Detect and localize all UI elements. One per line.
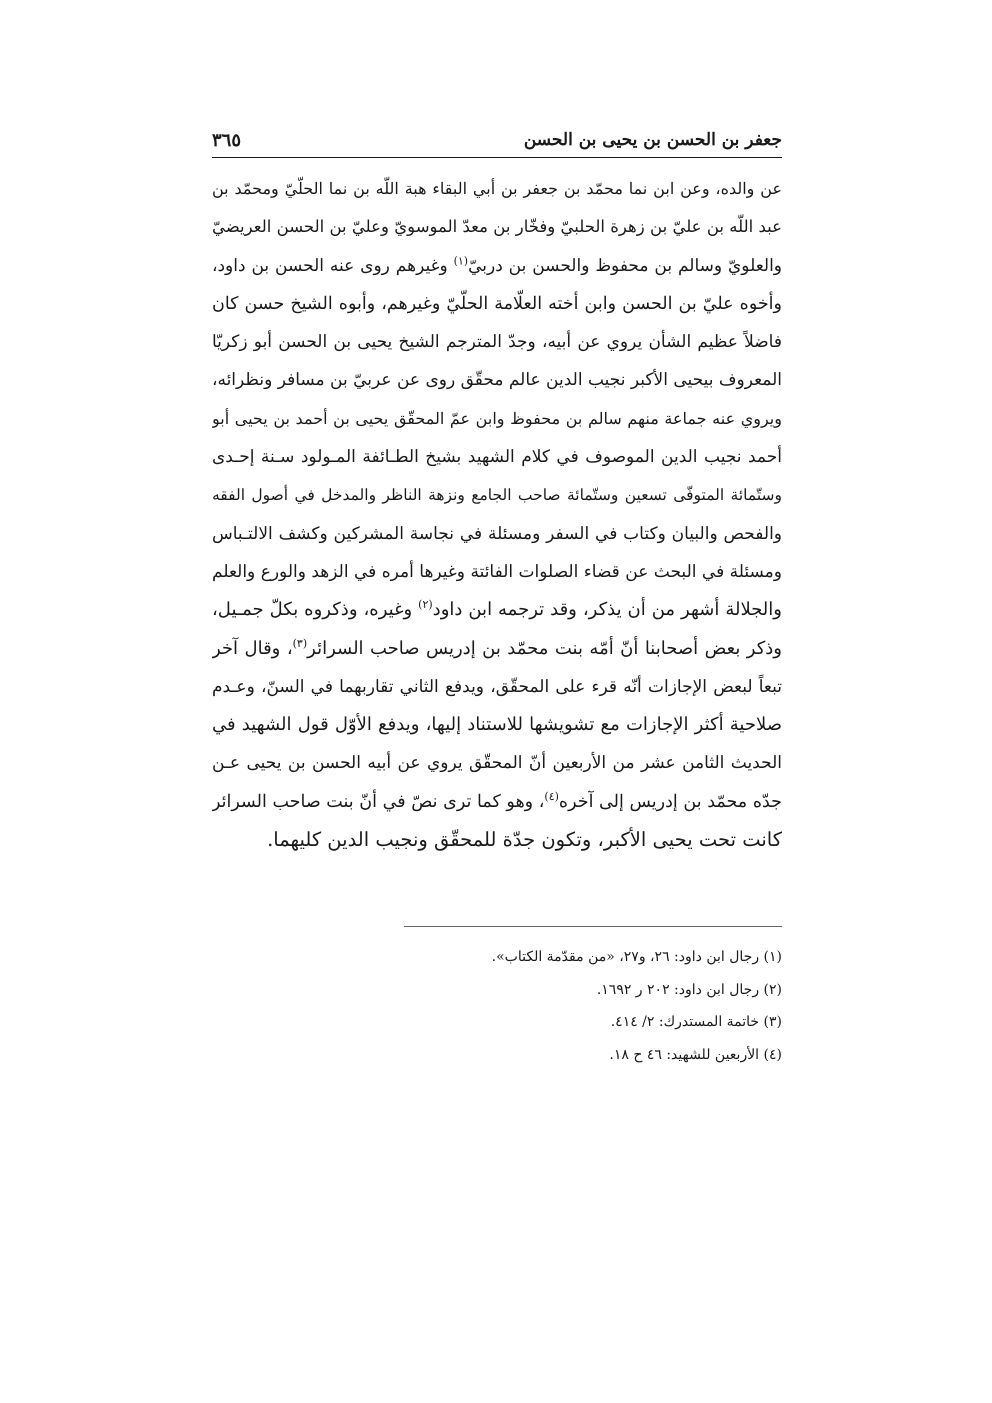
body-text [212, 170, 782, 859]
body-line: والفحص والبيان وكتاب في السفر ومسئلة في نجاسة المشركين وكشف الالتـباس [212, 523, 782, 544]
footnote-ref: (٢) [418, 598, 433, 612]
body-line: والجلالة أشهر من أن يذكر، وقد ترجمه ابن داود$^{(٢)}$ وغيره، وذكروه بكلّ جمـيل، [212, 598, 782, 621]
footnote-ref: (٣) [292, 636, 308, 650]
footnote: (٣) خاتمة المستدرك: ٢/ ٤١٤. [610, 1014, 782, 1030]
body-line: كانت تحت يحيى الأكبر، وتكون جدّة للمحقّق ونجيب الدين كليهما. [267, 828, 782, 852]
body-line: وستّمائة المتوفّى تسعين وستّمائة صاحب الجامع ونزهة الناظر والمدخل في أصول الفقه [212, 486, 782, 505]
header-rule [212, 157, 782, 158]
body-line: الحديث الثامن عشر من الأربعين أنّ المحقّق يروي عن أبيه الحسن بن يحيى عـن [212, 753, 782, 774]
body-line: المعروف بيحيى الأكبر نجيب الدين عالم محقّق روى عن عربيّ بن مسافر ونظرائه، [212, 370, 782, 391]
body-line: جدّه محمّد بن إدريس إلى آخره$^{(٤)}$، وهو كما ترى نصّ في أنّ بنت صاحب السرائر [212, 789, 782, 812]
body-line: عن والده، وعن ابن نما محمّد بن جعفر بن أبي البقاء هبة اللّه بن نما الحلّيّ ومحمّد بن [212, 179, 782, 198]
body-line: أحمد نجيب الدين الموصوف في كلام الشهيد بشيخ الطـائفة المـولود سـنة إحـدى [212, 447, 782, 468]
footnote-ref: (٤) [544, 789, 559, 803]
body-line: وأخوه عليّ بن الحسن وابن أخته العلّامة الحلّيّ وغيرهم، وأبوه الشيخ حسن كان [212, 293, 782, 314]
footnote: (٤) الأربعين للشهيد: ٤٦ ح ١٨. [609, 1046, 782, 1063]
page-number: ٣٦٥ [212, 129, 242, 151]
footnote-rule [404, 926, 782, 927]
body-line: صلاحية أكثر الإجازات مع تشويشها للاستناد إليها، ويدفع الأوّل قول الشهيد في [212, 714, 782, 736]
footnotes [212, 941, 782, 1071]
footnote-ref: (١) [453, 253, 469, 267]
body-line: ومسئلة في البحث عن قضاء الصلوات الفائتة وغيرها أمره في الزهد والورع والعلم [212, 561, 782, 582]
footnote: (٢) رجال ابن داود: ٢٠٢ ر ١٦٩٢. [596, 981, 782, 998]
body-line: وذكر بعض أصحابنا أنّ أمّه بنت محمّد بن إدريس صاحب السرائر$^{(٣)}$، وقال آخر [212, 636, 782, 659]
body-line: ويروي عنه جماعة منهم سالم بن محفوظ وابن عمّ المحقّق يحيى بن أحمد بن يحيى أبو [212, 408, 782, 428]
body-line: عبد اللّه بن عليّ بن زهرة الحلبيّ وفخّار بن معدّ الموسويّ وعليّ بن الحسن العريضيّ [212, 217, 782, 237]
page-header [212, 124, 782, 156]
running-title: جعفر بن الحسن بن يحيى بن الحسن [523, 130, 782, 150]
body-line: فاضلاً عظيم الشأن يروي عن أبيه، وجدّ المترجم الشيخ يحيى بن الحسن أبو زكريّا [212, 332, 782, 353]
body-line: تبعاً لبعض الإجازات أنّه قرء على المحقّق، ويدفع الثاني تقاربهما في السنّ، وعـدم [212, 676, 782, 697]
footnote: (١) رجال ابن داود: ٢٦، و٢٧، «من مقدّمة الكتاب». [491, 949, 782, 965]
body-line: والعلويّ وسالم بن محفوظ والحسن بن دربيّ$^{(١)}$ وغيرهم روى عنه الحسن بن داود، [212, 253, 782, 276]
